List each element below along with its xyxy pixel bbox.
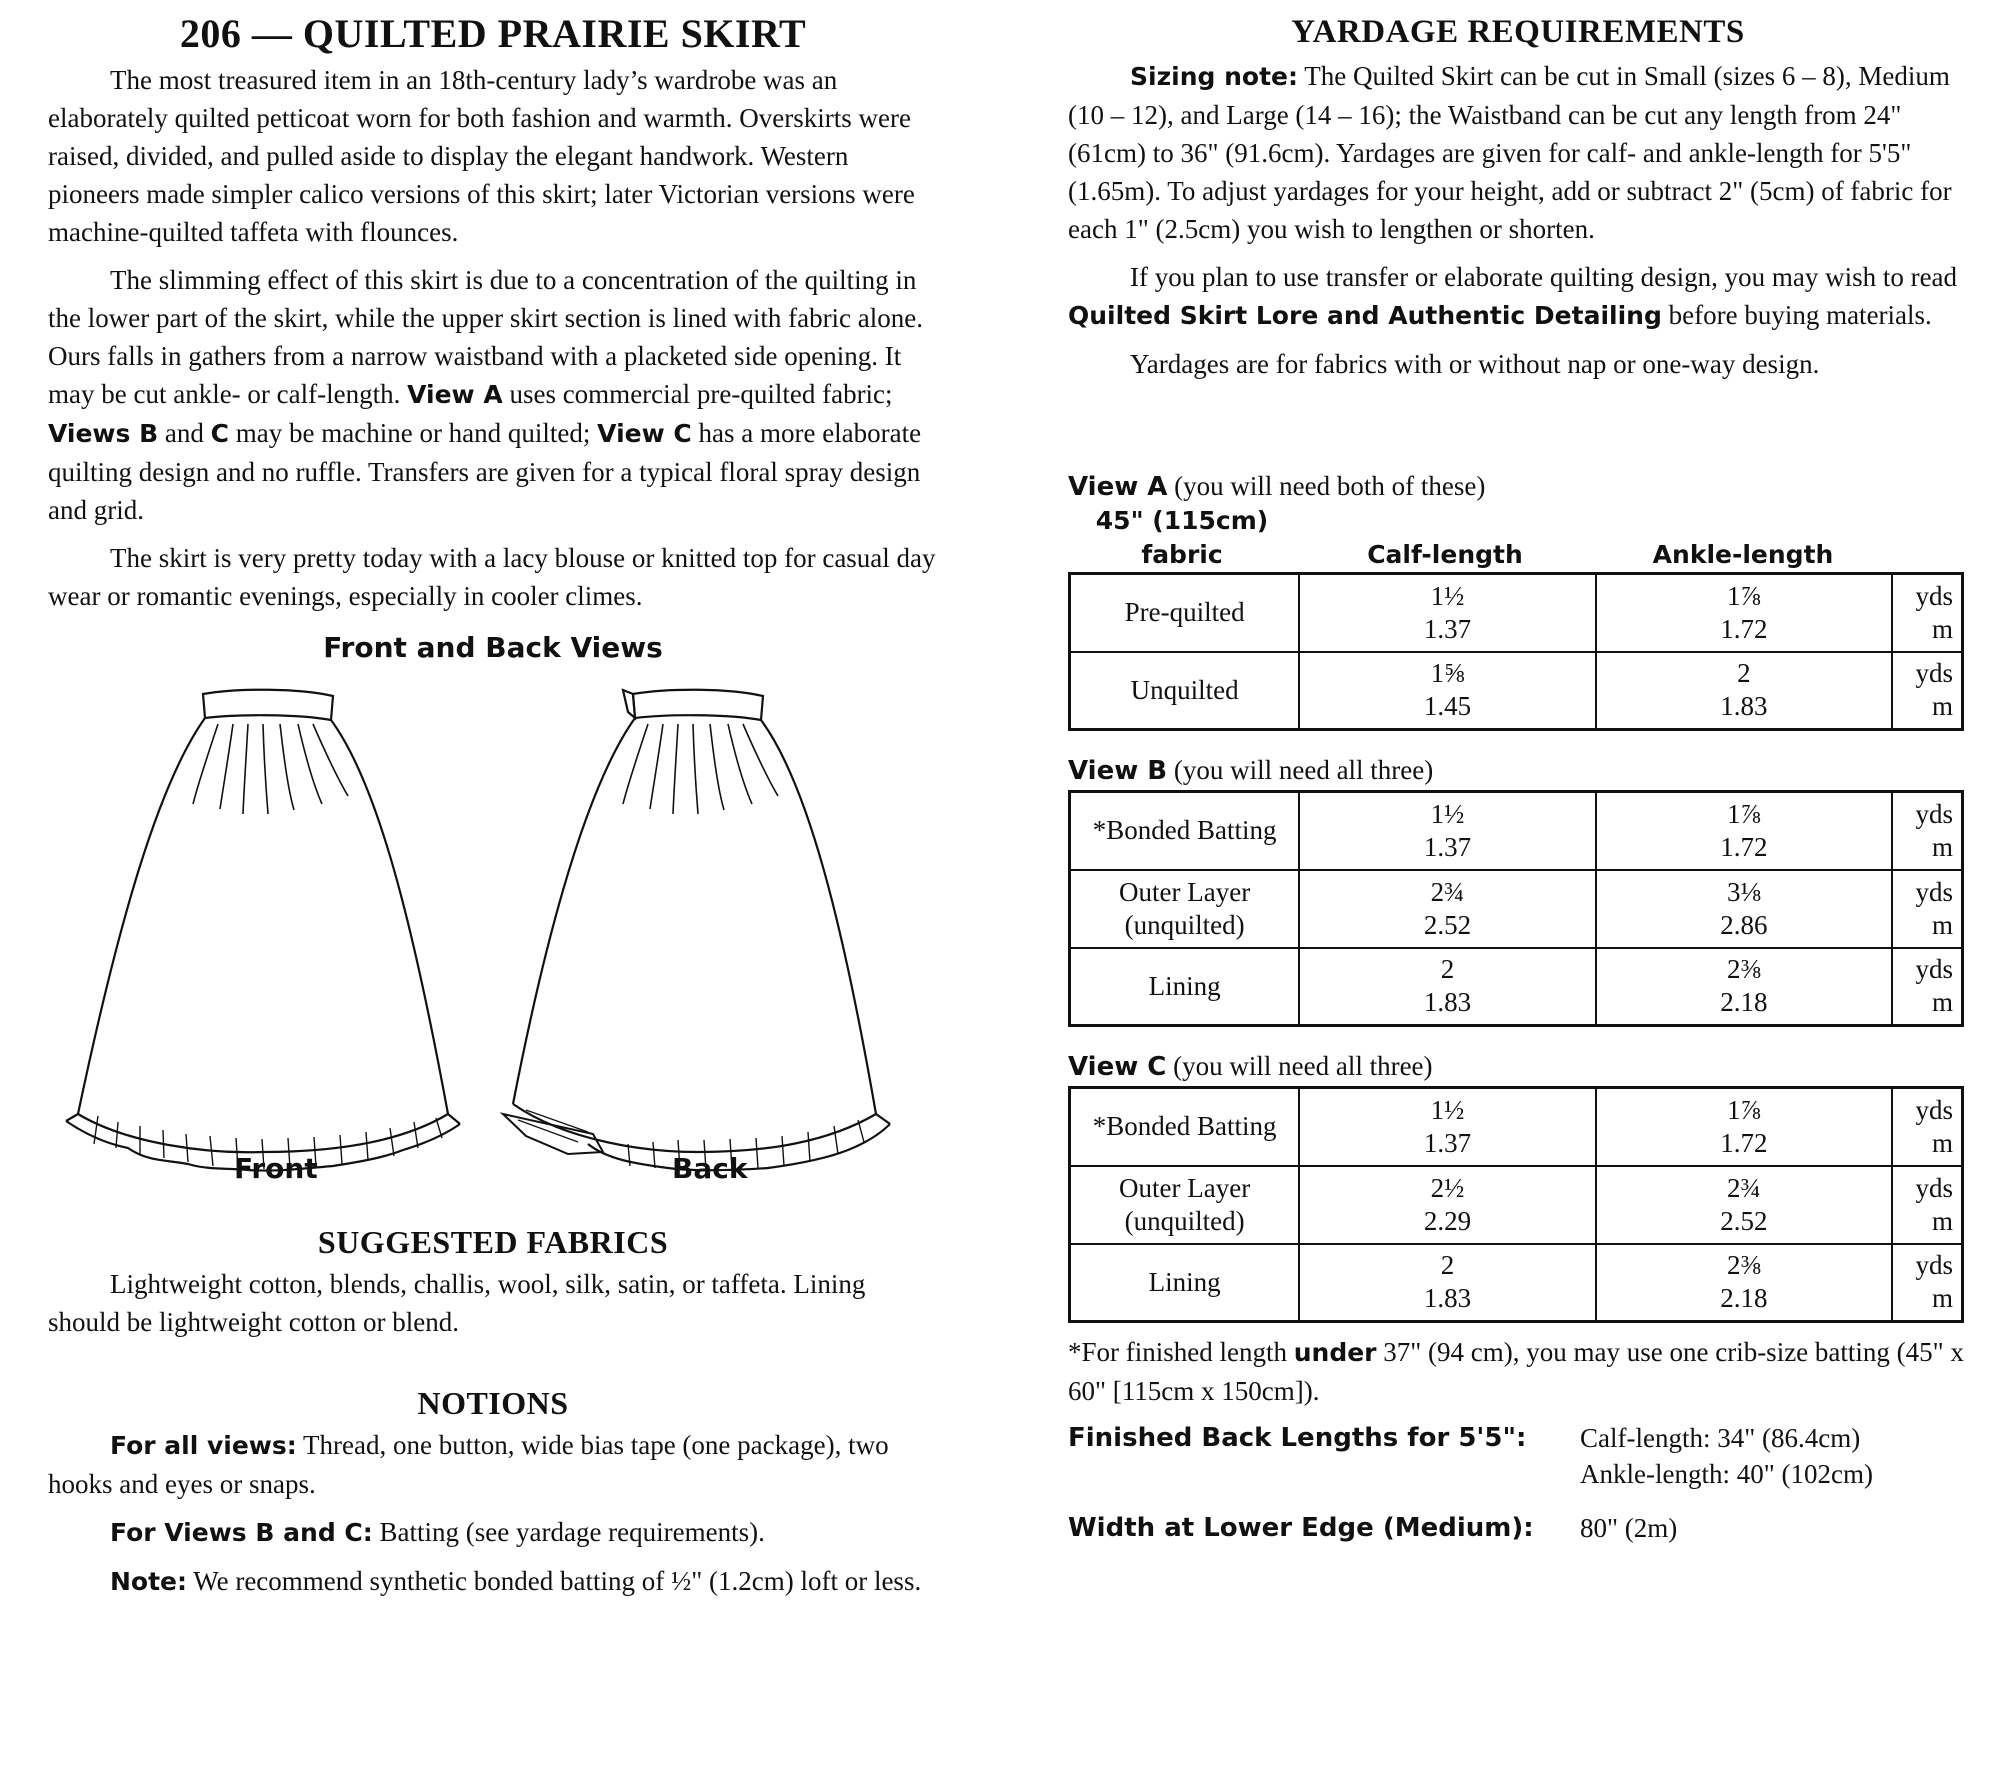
calf-value: 1½ 1.37	[1299, 574, 1595, 652]
row-label: Outer Layer (unquilted)	[1070, 870, 1300, 948]
views-b-ref: Views B	[48, 419, 159, 448]
ankle-value: 1⅞ 1.72	[1596, 1088, 1892, 1166]
notions-views-bc: For Views B and C: Batting (see yardage requirements).	[110, 1517, 765, 1547]
notions-heading: NOTIONS	[417, 1385, 569, 1421]
back-label: Back	[672, 1152, 748, 1185]
transfer-note: If you plan to use transfer or elaborate quilting design, you may wish to read Quilted Skirt Lore and Authentic Detailing before buying materials.	[1068, 262, 1958, 330]
notions-note: Note: We recommend synthetic bonded batting of ½" (1.2cm) loft or less.	[110, 1566, 922, 1596]
skirt-illustration	[48, 674, 938, 1185]
calf-value: 1½ 1.37	[1299, 1088, 1595, 1166]
table-row	[1070, 948, 1963, 1026]
row-label: *Bonded Batting	[1070, 1088, 1300, 1166]
lower-edge-width-value: 80" (2m)	[1580, 1513, 1678, 1543]
c-ref: C	[210, 419, 230, 448]
fabrics-heading: SUGGESTED FABRICS	[317, 1224, 669, 1260]
table-row	[1070, 574, 1963, 652]
row-label: Lining	[1070, 948, 1300, 1026]
unit-label: yds m	[1892, 792, 1962, 870]
design-paragraph: The slimming effect of this skirt is due to a concentration of the quilting in the lower part of the skirt, while the upper skirt section is lined with fabric alone. Ours falls in gathers from a narrow waistband with a placketed side opening. It may be cut ankle- or calf-length. View A uses commercial pre-quilted fabric; Views B and C may be machine or hand quilted; View C has a more elaborate quilting design and no ruffle. Transfers are given for a typical floral spray design and grid.	[48, 265, 924, 525]
row-label: Pre-quilted	[1070, 574, 1300, 652]
view-c-ref: View C	[597, 419, 692, 448]
view-c-table	[1068, 1086, 1964, 1323]
left-column	[48, 0, 938, 1611]
calf-value: 1½ 1.37	[1299, 792, 1595, 870]
calf-column-header: Calf-length	[1367, 540, 1523, 569]
table-row	[1070, 652, 1963, 730]
styling-paragraph: The skirt is very pretty today with a lacy blouse or knitted top for casual day wear or romantic evenings, especially in cooler climes.	[48, 543, 936, 611]
unit-label: yds m	[1892, 870, 1962, 948]
sizing-note: Sizing note: The Quilted Skirt can be cut in Small (sizes 6 – 8), Medium (10 – 12), and Large (14 – 16); the Waistband can be cut any length from 24" (61cm) to 36" (91.6cm). Yardages are given for calf- and ankle-length for 5'5" (1.65m). To adjust yardages for your height, add or subtract 2" (5cm) of fabric for each 1" (2.5cm) you wish to lengthen or shorten.	[1068, 61, 1952, 244]
unit-label: yds m	[1892, 652, 1962, 730]
row-label: Outer Layer (unquilted)	[1070, 1166, 1300, 1244]
ankle-value: 2¾ 2.52	[1596, 1166, 1892, 1244]
fabric-column-header: 45" (115cm) fabric	[1095, 506, 1269, 569]
view-b-table	[1068, 790, 1964, 1027]
ankle-value: 2⅜ 2.18	[1596, 948, 1892, 1026]
unit-label: yds m	[1892, 1244, 1962, 1322]
table-row	[1070, 870, 1963, 948]
fabrics-text: Lightweight cotton, blends, challis, wool, silk, satin, or taffeta. Lining should be lightweight cotton or blend.	[48, 1269, 866, 1337]
views-heading: Front and Back Views	[323, 631, 663, 664]
lower-edge-width-label: Width at Lower Edge (Medium):	[1068, 1513, 1534, 1543]
unit-label: yds m	[1892, 1166, 1962, 1244]
ankle-column-header: Ankle-length	[1652, 540, 1834, 569]
view-a-table	[1068, 572, 1964, 731]
intro-paragraph: The most treasured item in an 18th-century lady’s wardrobe was an elaborately quilted petticoat worn for both fashion and warmth. Overskirts were raised, divided, and pulled aside to display the elegant handwork. Western pioneers made simpler calico versions of this skirt; later Victorian versions were machine-quilted taffeta with flounces.	[48, 65, 915, 247]
lower-edge-width	[1068, 1510, 1968, 1546]
finished-lengths-values: Calf-length: 34" (86.4cm) Ankle-length: 40" (102cm)	[1580, 1423, 1873, 1489]
table-header	[1068, 506, 1968, 572]
batting-footnote: *For finished length under 37" (94 cm), you may use one crib-size batting (45" x 60" [115cm x 150cm]).	[1068, 1337, 1964, 1406]
notions-all-views: For all views: Thread, one button, wide bias tape (one package), two hooks and eyes or snaps.	[48, 1430, 889, 1499]
finished-lengths-label: Finished Back Lengths for 5'5":	[1068, 1423, 1527, 1453]
calf-value: 2¾ 2.52	[1299, 870, 1595, 948]
front-label: Front	[234, 1152, 318, 1185]
right-column	[1068, 0, 1968, 1546]
ankle-value: 1⅞ 1.72	[1596, 792, 1892, 870]
ankle-value: 2⅜ 2.18	[1596, 1244, 1892, 1322]
ankle-value: 3⅛ 2.86	[1596, 870, 1892, 948]
view-b-heading: View B (you will need all three)	[1068, 755, 1434, 786]
yardage-title: YARDAGE REQUIREMENTS	[1291, 14, 1745, 50]
calf-value: 2 1.83	[1299, 1244, 1595, 1322]
row-label: *Bonded Batting	[1070, 792, 1300, 870]
view-c-heading: View C (you will need all three)	[1068, 1051, 1433, 1082]
view-a-ref: View A	[407, 380, 503, 409]
unit-label: yds m	[1892, 948, 1962, 1026]
calf-value: 2 1.83	[1299, 948, 1595, 1026]
ankle-value: 1⅞ 1.72	[1596, 574, 1892, 652]
skirt-drawing-icon	[48, 674, 938, 1174]
row-label: Unquilted	[1070, 652, 1300, 730]
calf-value: 2½ 2.29	[1299, 1166, 1595, 1244]
table-row	[1070, 1166, 1963, 1244]
unit-label: yds m	[1892, 574, 1962, 652]
nap-note: Yardages are for fabrics with or without nap or one-way design.	[1130, 349, 1820, 379]
unit-label: yds m	[1892, 1088, 1962, 1166]
table-row	[1070, 1244, 1963, 1322]
table-row	[1070, 792, 1963, 870]
finished-lengths	[1068, 1420, 1968, 1492]
table-row	[1070, 1088, 1963, 1166]
view-a-heading: View A (you will need both of these)	[1068, 471, 1486, 502]
ankle-value: 2 1.83	[1596, 652, 1892, 730]
row-label: Lining	[1070, 1244, 1300, 1322]
calf-value: 1⅝ 1.45	[1299, 652, 1595, 730]
page-title: 206 — QUILTED PRAIRIE SKIRT	[179, 11, 807, 56]
